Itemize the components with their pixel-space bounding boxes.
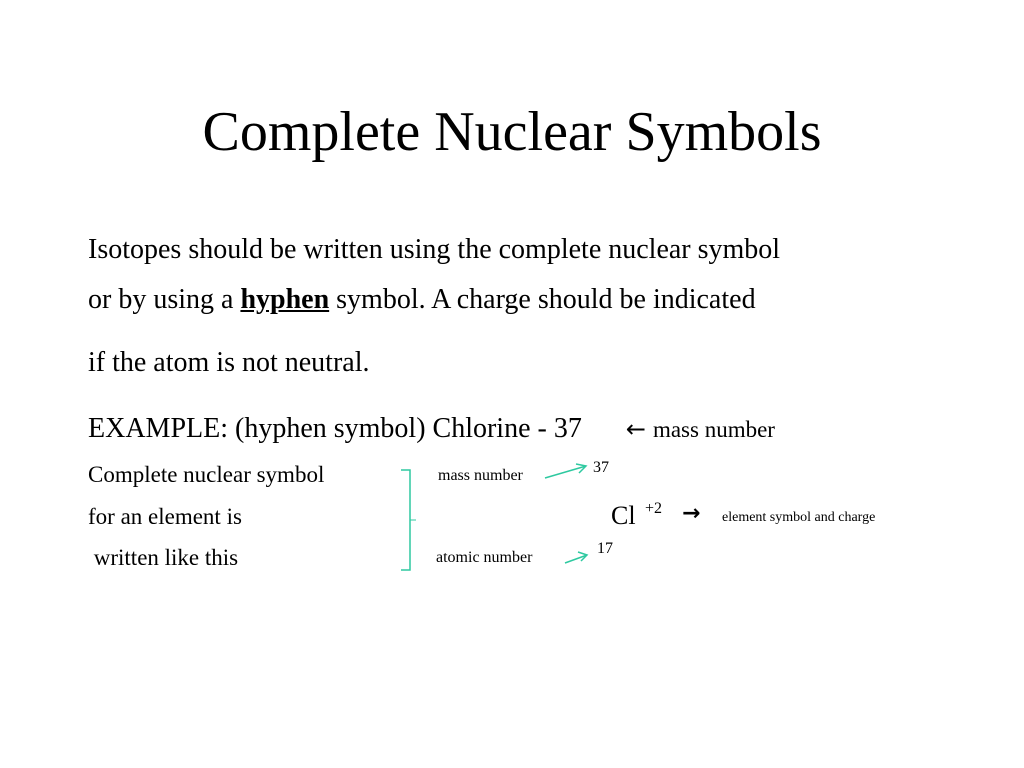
description-line-2: for an element is <box>88 504 242 529</box>
atomic-number-label: atomic number <box>436 549 533 566</box>
element-symbol: Cl <box>611 501 636 530</box>
paragraph-line-3: if the atom is not neutral. <box>88 347 370 378</box>
paragraph-line-1: Isotopes should be written using the complete nuclear symbol <box>88 234 781 265</box>
right-arrow-icon: → <box>682 501 701 526</box>
mass-arrow-icon <box>545 464 586 478</box>
description-line-3: written like this <box>88 545 239 570</box>
left-arrow-icon: ← <box>625 415 646 443</box>
description-line-1: Complete nuclear symbol <box>88 462 325 487</box>
slide-title: Complete Nuclear Symbols <box>202 101 822 163</box>
atomic-number-value: 17 <box>597 540 613 557</box>
mass-number-value: 37 <box>593 459 609 476</box>
charge-value: +2 <box>645 500 663 517</box>
atomic-arrow-icon <box>565 552 587 563</box>
mass-number-annotation: mass number <box>652 417 775 442</box>
paragraph-line-2-end: symbol. A charge should be indicated <box>329 284 756 315</box>
paragraph-line-2-start: or by using a <box>88 284 241 315</box>
example-hyphen-symbol: EXAMPLE: (hyphen symbol) Chlorine - 37 <box>88 413 582 444</box>
bracket-icon <box>401 470 410 570</box>
element-symbol-label: element symbol and charge <box>722 510 876 525</box>
mass-number-label: mass number <box>438 467 523 484</box>
hyphen-emphasis: hyphen <box>240 284 330 315</box>
